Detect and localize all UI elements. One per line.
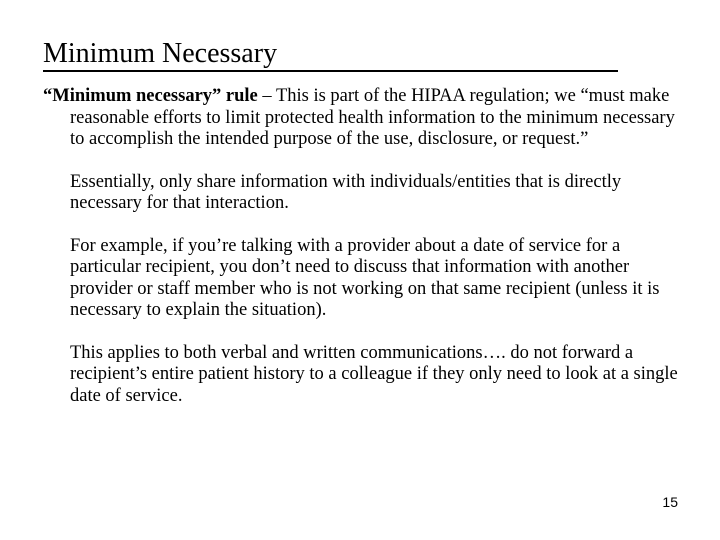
page-title: Minimum Necessary [43, 38, 278, 69]
page-number: 15 [662, 494, 678, 510]
rule-definition: – This is part of the HIPAA regulation; we “must make reasonable efforts to limit protected health information to the minimum necessary to accomplish the intended purpose of the use, disclosure, or request.” [70, 86, 675, 149]
paragraph-example: For example, if you’re talking with a provider about a date of service for a particular recipient, you don’t need to discuss that information with another provider or staff member who is not working on that same recipient (unless it is necessary to explain the situation). [70, 235, 660, 320]
title-underline [43, 38, 618, 72]
paragraph-rule [43, 86, 683, 151]
paragraph-essentially: Essentially, only share information with individuals/entities that is directly necessary for that interaction. [70, 171, 622, 213]
paragraph-applies: This applies to both verbal and written communications…. do not forward a recipient’s entire patient history to a colleague if they only need to look at a single date of service. [70, 342, 678, 406]
rule-term: “Minimum necessary” rule [43, 86, 258, 106]
slide-body [43, 86, 683, 407]
